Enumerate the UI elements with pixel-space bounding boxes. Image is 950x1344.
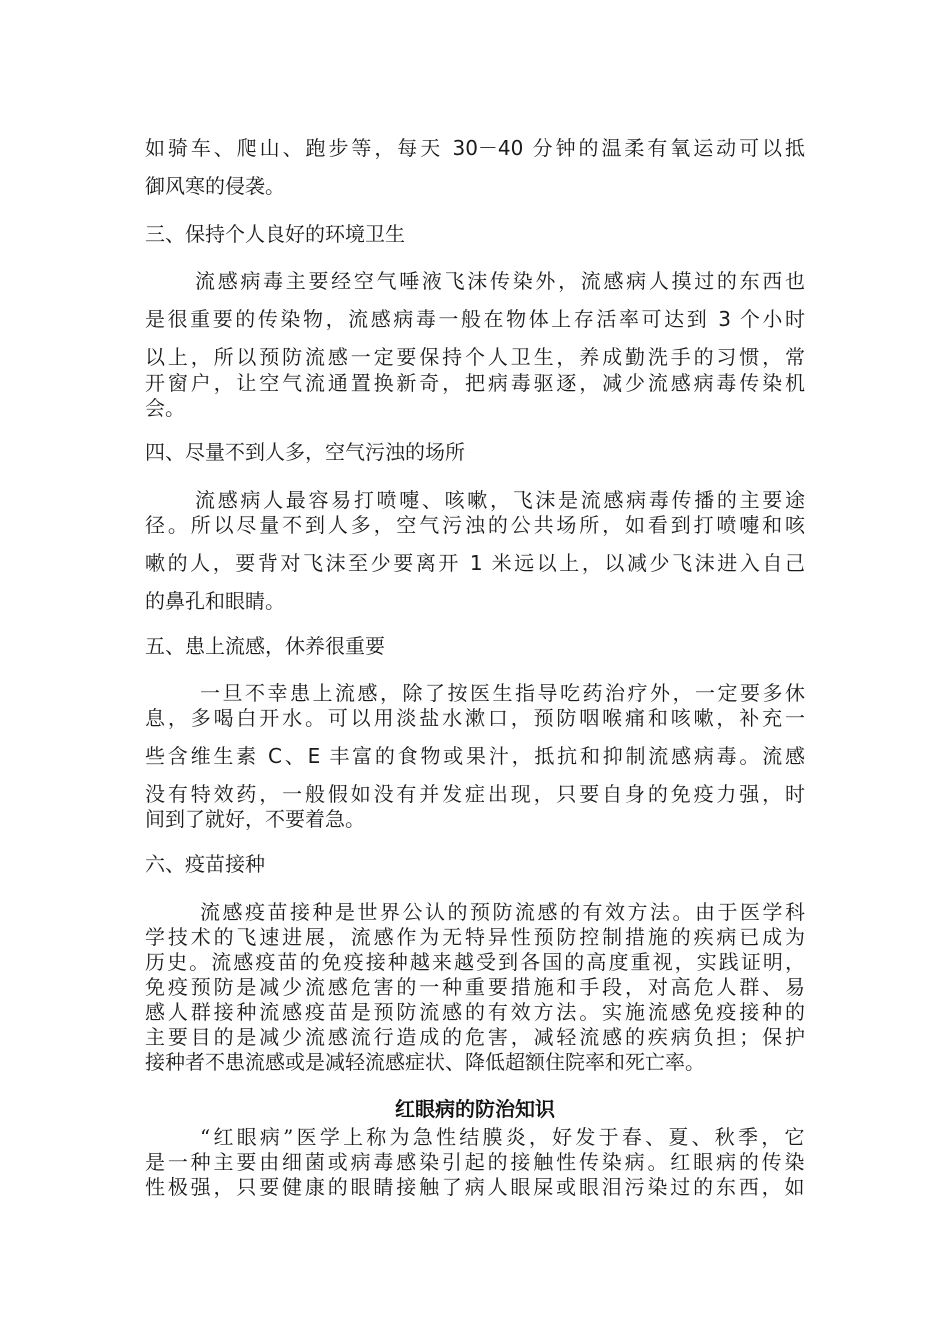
text-line: 主要目的是减少流感流行造成的危害，减轻流感的疾病负担；保护: [145, 1025, 805, 1049]
section-heading: 六、疫苗接种: [145, 852, 265, 876]
text-line: 接种者不患流感或是减轻流感症状、降低超额住院率和死亡率。: [145, 1050, 705, 1074]
section-heading: 四、尽量不到人多，空气污浊的场所: [145, 440, 465, 464]
text-line: 些含维生素 C、E 丰富的食物或果汁，抵抗和抑制流感病毒。流感: [145, 744, 805, 768]
text-line: 流感病毒主要经空气唾液飞沫传染外，流感病人摸过的东西也: [195, 269, 805, 293]
text-line: 嗽的人，要背对飞沫至少要离开 1 米远以上，以减少飞沫进入自己: [145, 551, 805, 575]
text-line: 径。所以尽量不到人多，空气污浊的公共场所，如看到打喷嚏和咳: [145, 513, 805, 537]
text-line: 性极强，只要健康的眼睛接触了病人眼屎或眼泪污染过的东西，如: [145, 1175, 805, 1199]
text-line: 会。: [145, 396, 185, 420]
text-line: 如骑车、爬山、跑步等，每天 30－40 分钟的温柔有氧运动可以抵: [145, 136, 805, 160]
text-line: 间到了就好，不要着急。: [145, 807, 365, 831]
text-line: 感人群接种流感疫苗是预防流感的有效方法。实施流感免疫接种的: [145, 1000, 805, 1024]
text-line: 没有特效药，一般假如没有并发症出现，只要自身的免疫力强，时: [145, 782, 805, 806]
text-line: 是很重要的传染物，流感病毒一般在物体上存活率可达到 3 个小时: [145, 307, 805, 331]
section-heading: 三、保持个人良好的环境卫生: [145, 222, 405, 246]
text-line: “红眼病”医学上称为急性结膜炎，好发于春、夏、秋季，它: [200, 1125, 805, 1149]
text-line: 免疫预防是减少流感危害的一种重要措施和手段，对高危人群、易: [145, 975, 805, 999]
text-line: 开窗户，让空气流通置换新奇，把病毒驱逐，减少流感病毒传染机: [145, 371, 805, 395]
text-line: 流感疫苗接种是世界公认的预防流感的有效方法。由于医学科: [200, 900, 805, 924]
text-line: 以上，所以预防流感一定要保持个人卫生，养成勤洗手的习惯，常: [145, 345, 805, 369]
text-line: 息，多喝白开水。可以用淡盐水漱口，预防咽喉痛和咳嗽，补充一: [145, 706, 805, 730]
text-line: 的鼻孔和眼睛。: [145, 589, 285, 613]
text-line: 一旦不幸患上流感，除了按医生指导吃药治疗外，一定要多休: [200, 681, 805, 705]
text-line: 历史。流感疫苗的免疫接种越来越受到各国的高度重视，实践证明，: [145, 950, 805, 974]
article-title: 红眼病的防治知识: [395, 1097, 555, 1121]
section-heading: 五、患上流感，休养很重要: [145, 634, 385, 658]
text-line: 御风寒的侵袭。: [145, 174, 285, 198]
text-line: 是一种主要由细菌或病毒感染引起的接触性传染病。红眼病的传染: [145, 1150, 805, 1174]
text-line: 学技术的飞速进展，流感作为无特异性预防控制措施的疾病已成为: [145, 925, 805, 949]
text-line: 流感病人最容易打喷嚏、咳嗽，飞沫是流感病毒传播的主要途: [195, 488, 805, 512]
